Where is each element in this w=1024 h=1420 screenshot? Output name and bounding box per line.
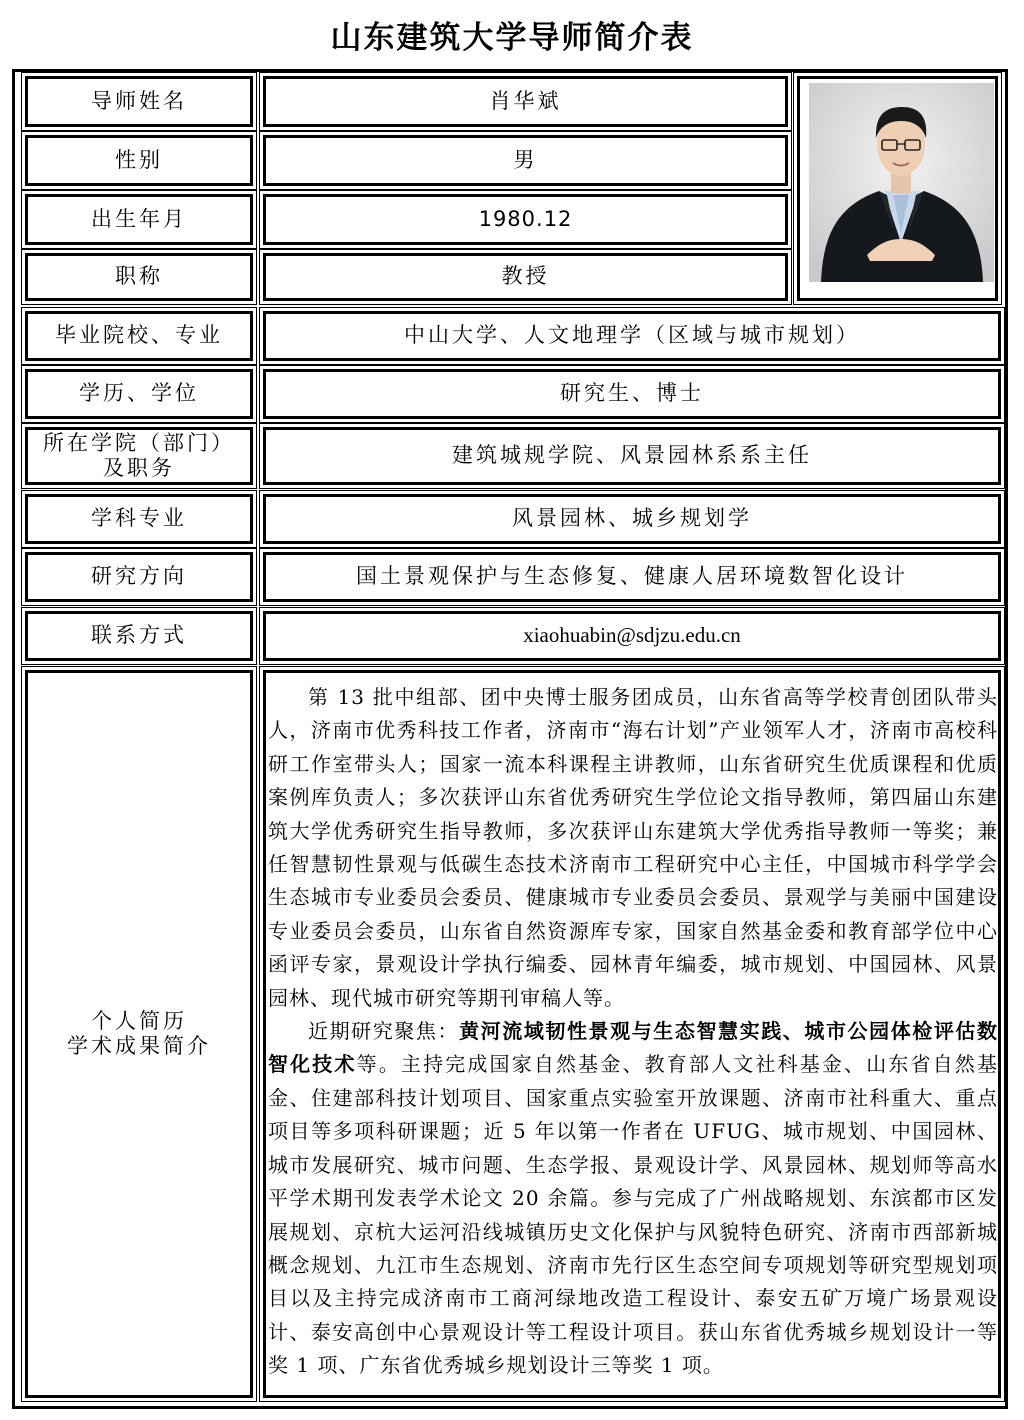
label-gender: 性别 — [25, 135, 253, 186]
label-bio-line1: 个人简历 — [91, 1008, 187, 1033]
value-school: 中山大学、人文地理学（区域与城市规划） — [263, 311, 1001, 361]
label-bio-line2: 学术成果简介 — [67, 1034, 211, 1058]
value-rank: 教授 — [263, 253, 788, 301]
label-birth: 出生年月 — [25, 194, 253, 245]
label-dept-line1: 所在学院（部门） — [43, 430, 235, 455]
value-birth: 1980.12 — [263, 194, 788, 245]
label-dept-line2: 及职务 — [103, 456, 175, 480]
photo-cell — [797, 76, 998, 301]
value-degree: 研究生、博士 — [263, 369, 1001, 419]
value-gender: 男 — [263, 135, 788, 186]
value-dept: 建筑城规学院、风景园林系系主任 — [263, 427, 1001, 485]
bio-para2-rest: 等。主持完成国家自然基金、教育部人文社科基金、山东省自然基金、住建部科技计划项目、国家重点实验室开放课题、济南市社科重大、重点项目等多项科研课题；近 5 年以第一作者在 UFUG、城市规划、中国园林、城市发展研究、城市问题、生态学报、景观设计学、风景园林、规划师等高水平学术期刊发表学术论文 20 余篇。参与完成了广州战略规划、东滨都市区发展规划、京杭大运河沿线城镇历史文化保护与风貌特色研究、济南市西部新城概念规划、九江市生态规划、济南市先行区生态空间专项规划等研究型规划项目以及主持完成济南市工商河绿地改造工程设计、泰安五矿万境广场景观设计、泰安高创中心景观设计等工程设计项目。获山东省优秀城乡规划设计一等奖 1 项、广东省优秀城乡规划设计三等奖 1 项。 — [268, 1052, 998, 1378]
bio-paragraph-1: 第 13 批中组部、团中央博士服务团成员，山东省高等学校青创团队带头人，济南市优秀科技工作者，济南市“海右计划”产业领军人才，济南市高校科研工作室带头人；国家一流本科课程主讲教师，山东省研究生优质课程和优质案例库负责人；多次获评山东省优秀研究生学位论文指导教师，第四届山东建筑大学优秀研究生指导教师，多次获评山东建筑大学优秀指导教师一等奖；兼任智慧韧性景观与低碳生态技术济南市工程研究中心主任，中国城市科学学会生态城市专业委员会委员、健康城市专业委员会委员、景观学与美丽中国建设专业委员会委员，山东省自然资源库专家，国家自然基金委和教育部学位中心函评专家，景观设计学执行编委、园林青年编委，城市规划、中国园林、风景园林、现代城市研究等期刊审稿人等。 — [268, 685, 998, 1010]
label-research: 研究方向 — [25, 552, 253, 602]
portrait-photo — [809, 83, 994, 282]
bio-text — [268, 681, 998, 1383]
bio-cell — [263, 670, 1001, 1398]
label-school: 毕业院校、专业 — [25, 311, 253, 361]
page-title: 山东建筑大学导师简介表 — [330, 20, 694, 56]
bio-para2-lead: 近期研究聚焦： — [308, 1019, 460, 1044]
label-degree: 学历、学位 — [25, 369, 253, 419]
bio-paragraph-2 — [268, 1015, 998, 1382]
label-bio — [25, 670, 253, 1398]
value-research: 国土景观保护与生态修复、健康人居环境数智化设计 — [263, 552, 1001, 602]
label-major: 学科专业 — [25, 494, 253, 544]
value-name: 肖华斌 — [263, 76, 788, 127]
label-name: 导师姓名 — [25, 76, 253, 127]
label-dept — [25, 427, 253, 485]
label-contact: 联系方式 — [25, 611, 253, 661]
bio-para2-highlight: 黄河流域韧性景观与生态智慧实践、城市公园体检评估数智化技术 — [268, 1019, 999, 1077]
label-rank: 职称 — [25, 253, 253, 301]
value-major: 风景园林、城乡规划学 — [263, 494, 1001, 544]
value-contact: xiaohuabin@sdjzu.edu.cn — [263, 611, 1001, 661]
